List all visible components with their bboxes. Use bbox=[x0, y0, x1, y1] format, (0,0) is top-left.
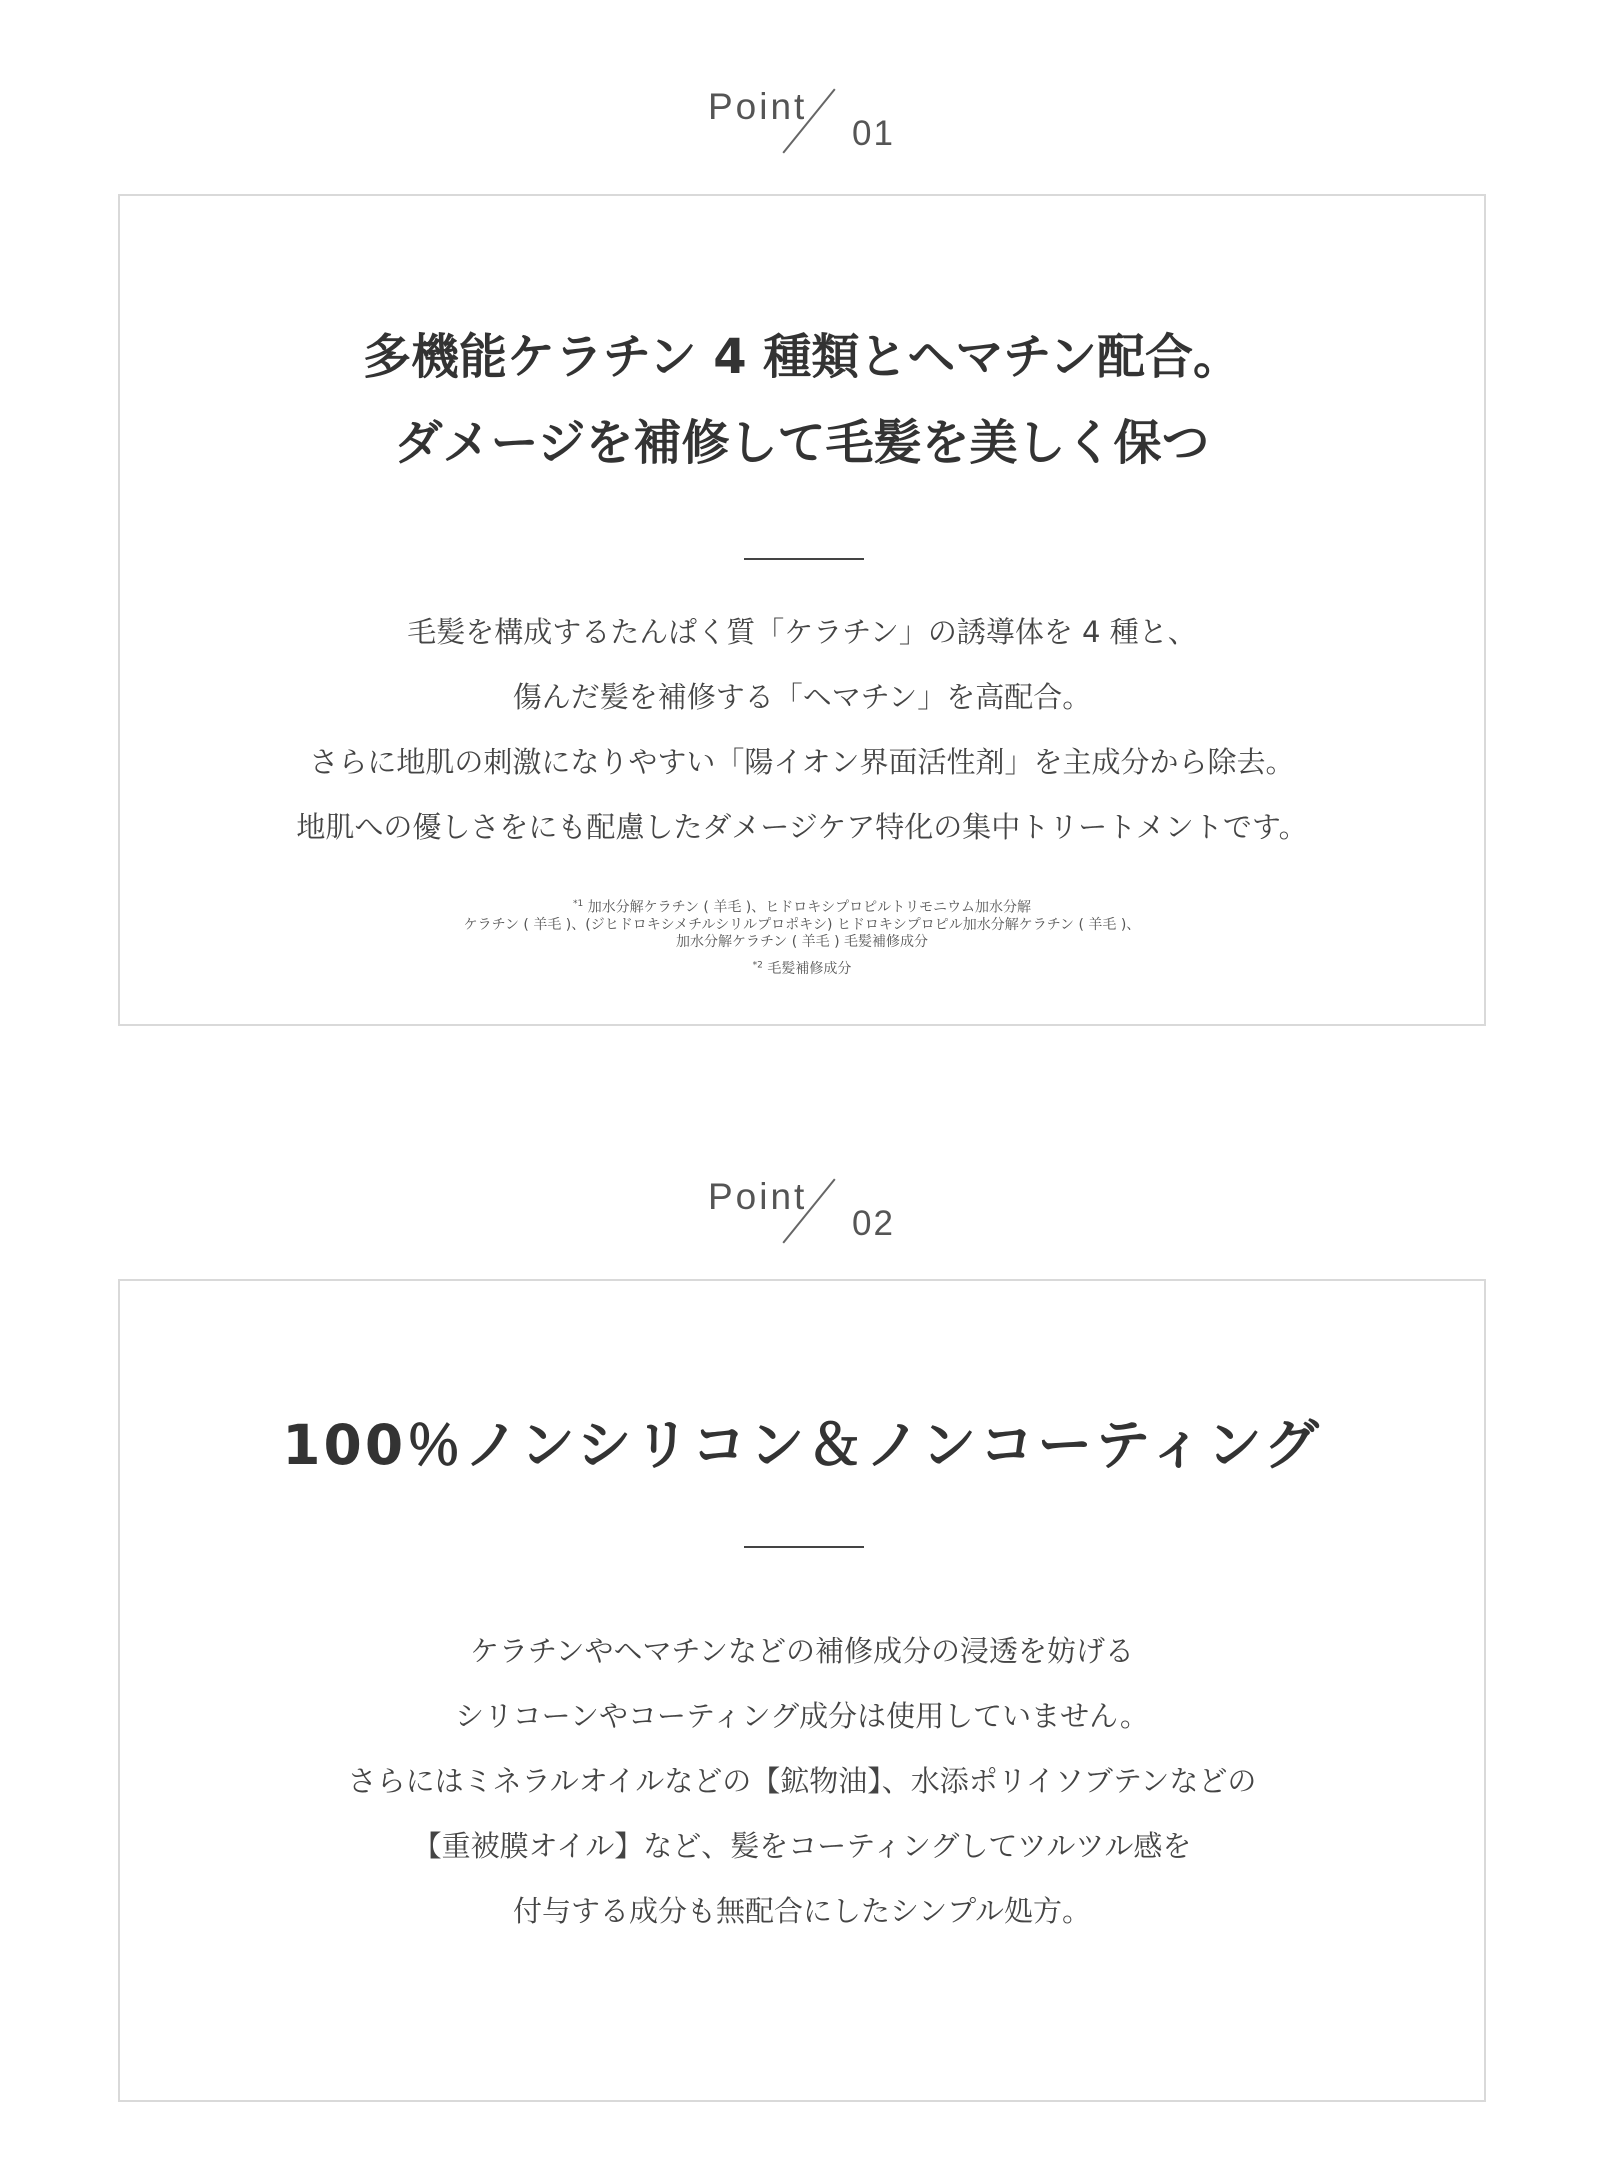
footnote-marker: *1 bbox=[573, 899, 584, 909]
title-line: ダメージを補修して毛髪を美しく保つ bbox=[394, 415, 1210, 471]
point-label: Point bbox=[708, 86, 808, 127]
footnote-1 bbox=[120, 896, 1484, 951]
section-divider bbox=[744, 1546, 864, 1548]
point-02-heading bbox=[700, 1162, 900, 1252]
footnote-text: 加水分解ケラチン ( 羊毛 )、ヒドロキシプロピルトリモニウム加水分解 bbox=[587, 899, 1031, 916]
point-02-title: 100％ノンシリコン＆ノンコーティング bbox=[282, 1413, 1322, 1477]
point-01-heading bbox=[700, 72, 900, 162]
body-line: シリコーンやコーティング成分は使用していません。 bbox=[455, 1699, 1149, 1733]
footnote-line bbox=[120, 896, 1484, 917]
point-02-card bbox=[118, 1279, 1486, 2102]
body-line: 【重被膜オイル】など、髪をコーティングしてツルツル感を bbox=[412, 1829, 1192, 1863]
footnote-line: ケラチン ( 羊毛 )、(ジヒドロキシメチルシリルプロポキシ) ヒドロキシプロピル加水分解ケラチン ( 羊毛 )、 bbox=[463, 916, 1141, 933]
body-line: さらにはミネラルオイルなどの【鉱物油】、水添ポリイソブテンなどの bbox=[347, 1764, 1257, 1798]
title-line: 多機能ケラチン 4 種類とヘマチン配合。 bbox=[362, 329, 1242, 385]
footnote-text: 毛髪補修成分 bbox=[767, 961, 852, 977]
point-01-body bbox=[120, 600, 1484, 860]
point-01-card bbox=[118, 194, 1486, 1026]
point-number: 02 bbox=[852, 1204, 895, 1243]
footnote-marker: *2 bbox=[752, 960, 763, 971]
body-line: 付与する成分も無配合にしたシンプル処方。 bbox=[512, 1894, 1092, 1928]
body-line: さらに地肌の刺激になりやすい「陽イオン界面活性剤」を主成分から除去。 bbox=[309, 745, 1295, 779]
point-02-body bbox=[120, 1619, 1484, 1944]
footnote-2 bbox=[120, 958, 1484, 978]
footnote-line: 加水分解ケラチン ( 羊毛 ) 毛髪補修成分 bbox=[675, 933, 929, 950]
body-line: ケラチンやヘマチンなどの補修成分の浸透を妨げる bbox=[469, 1634, 1135, 1668]
section-divider bbox=[744, 558, 864, 560]
point-label: Point bbox=[708, 1176, 808, 1217]
body-line: 地肌への優しさをにも配慮したダメージケア特化の集中トリートメントです。 bbox=[296, 810, 1308, 844]
point-number: 01 bbox=[852, 114, 895, 153]
point-01-title bbox=[120, 314, 1484, 486]
body-line: 毛髪を構成するたんぱく質「ケラチン」の誘導体を 4 種と、 bbox=[407, 615, 1197, 649]
body-line: 傷んだ髪を補修する「ヘマチン」を高配合。 bbox=[512, 680, 1092, 714]
